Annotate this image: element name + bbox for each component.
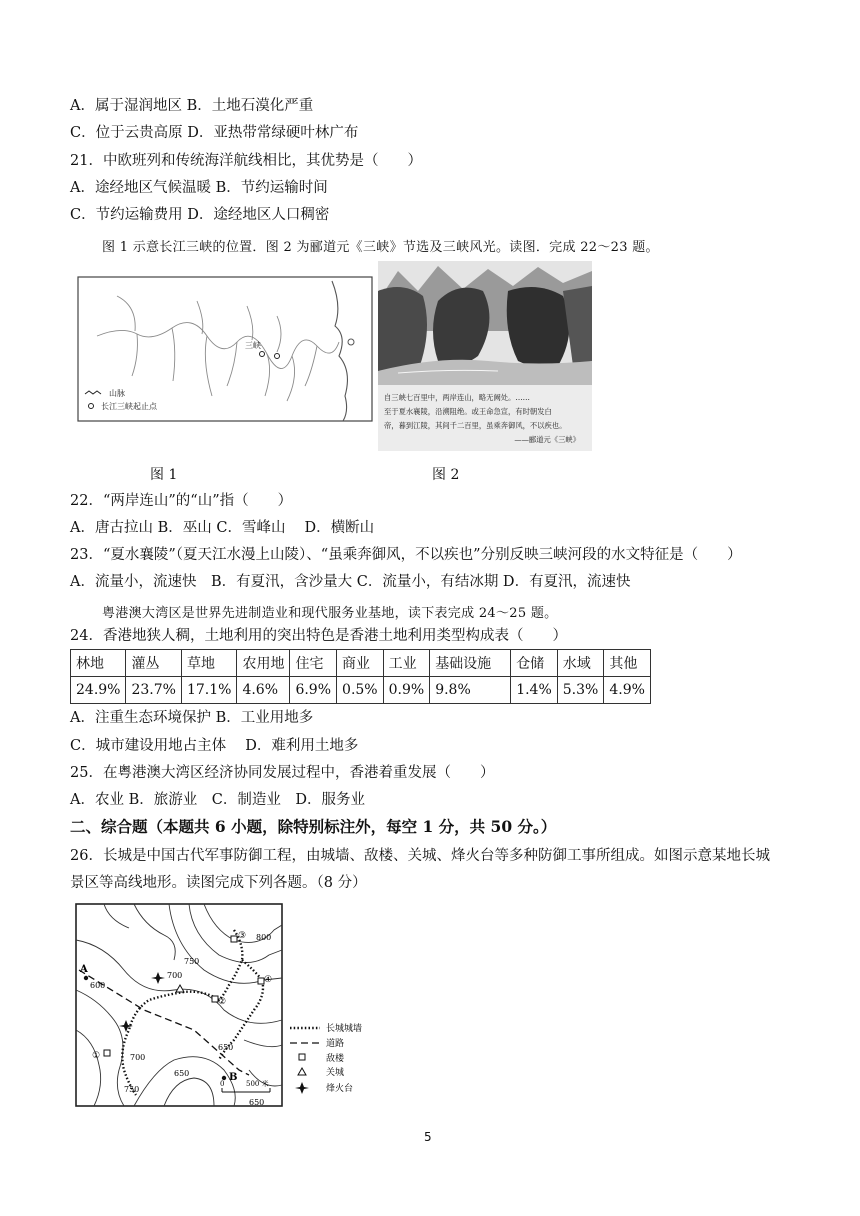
q21-stem: 21．中欧班列和传统海洋航线相比，其优势是（ ） bbox=[70, 153, 422, 169]
hong-kong-land-use-table bbox=[70, 649, 651, 704]
q23-stem: 23．“夏水襄陵”（夏天江水漫上山陵）、“虽乘奔御风，不以疾也”分别反映三峡河段的水文特征是（ ） bbox=[70, 547, 742, 563]
table-cell: 24.9% bbox=[71, 677, 126, 704]
legend-road: 道路 bbox=[326, 1039, 345, 1049]
table-header-cell: 草地 bbox=[181, 650, 236, 677]
legend-beacon-tower: 烽火台 bbox=[326, 1084, 354, 1094]
table-cell: 4.6% bbox=[237, 677, 290, 704]
q26-stem-line-2: 景区等高线地形。读图完成下列各题。（8 分） bbox=[70, 875, 367, 891]
table-cell: 0.5% bbox=[337, 677, 384, 704]
contour-label: 650 bbox=[249, 1098, 265, 1107]
marker-label: ② bbox=[218, 997, 227, 1007]
table-header-cell: 基础设施 bbox=[430, 650, 511, 677]
figure-2-three-gorges-scenery bbox=[378, 261, 592, 451]
label-sanxia: 三峡 bbox=[245, 341, 261, 350]
poem-line-1: 自三峡七百里中，两岸连山，略无阙处。…… bbox=[384, 393, 530, 402]
contour-label: 600 bbox=[90, 981, 106, 990]
marker-label: ④ bbox=[264, 975, 273, 985]
point-a-label: A bbox=[80, 964, 88, 975]
marker-label: ③ bbox=[238, 931, 247, 941]
q20-options-cd: C．位于云贵高原 D．亚热带常绿硬叶林广布 bbox=[70, 125, 359, 141]
scale-zero: 0 bbox=[220, 1080, 225, 1088]
marker-label: ① bbox=[92, 1051, 101, 1061]
table-cell: 9.8% bbox=[430, 677, 511, 704]
contour-label: 750 bbox=[184, 957, 200, 966]
figure-2-caption: 图 2 bbox=[432, 467, 460, 483]
scale-distance: 500 米 bbox=[246, 1080, 269, 1088]
page-number: 5 bbox=[424, 1130, 432, 1144]
table-header-cell: 灌丛 bbox=[126, 650, 181, 677]
q24-stem: 24．香港地狭人稠，土地利用的突出特色是香港土地利用类型构成表（ ） bbox=[70, 628, 567, 644]
table-header-cell: 住宅 bbox=[290, 650, 337, 677]
poem-line-3: 帝，暮到江陵，其间千二百里，虽乘奔御风，不以疾也。 bbox=[384, 421, 567, 430]
poem-line-2: 至于夏水襄陵，沿溯阻绝。或王命急宣，有时朝发白 bbox=[384, 407, 552, 416]
contour-label: 750 bbox=[124, 1085, 140, 1094]
table-cell: 5.3% bbox=[557, 677, 604, 704]
table-cell: 23.7% bbox=[126, 677, 181, 704]
point-b-label: B bbox=[229, 1072, 238, 1083]
q21-options-cd: C．节约运输费用 D．途经地区人口稠密 bbox=[70, 207, 330, 223]
legend-great-wall: 长城城墙 bbox=[326, 1024, 363, 1034]
intro-24-25: 粤港澳大湾区是世界先进制造业和现代服务业基地，读下表完成 24～25 题。 bbox=[102, 606, 558, 621]
figure-1-caption: 图 1 bbox=[150, 467, 178, 483]
table-header-cell: 农用地 bbox=[237, 650, 290, 677]
table-cell: 0.9% bbox=[383, 677, 430, 704]
q25-stem: 25．在粤港澳大湾区经济协同发展过程中，香港着重发展（ ） bbox=[70, 765, 495, 781]
contour-label: 650 bbox=[174, 1069, 190, 1078]
table-header-cell: 仓储 bbox=[511, 650, 558, 677]
table-header-cell: 林地 bbox=[71, 650, 126, 677]
figure-3-contour-map bbox=[74, 900, 394, 1112]
table-header-cell: 商业 bbox=[337, 650, 384, 677]
contour-label: 800 bbox=[256, 933, 272, 942]
contour-label: 700 bbox=[130, 1053, 146, 1062]
q25-options: A．农业 B．旅游业 C．制造业 D．服务业 bbox=[70, 792, 365, 808]
legend-watchtower: 敌楼 bbox=[326, 1054, 345, 1064]
contour-label: 700 bbox=[167, 971, 183, 980]
table-header-row bbox=[71, 650, 651, 677]
q22-stem: 22．“两岸连山”的“山”指（ ） bbox=[70, 493, 293, 509]
figure-1-map bbox=[77, 276, 373, 422]
q20-options-ab: A．属于湿润地区 B．土地石漠化严重 bbox=[70, 98, 314, 114]
table-cell: 6.9% bbox=[290, 677, 337, 704]
q24-options-cd: C．城市建设用地占主体 D．难利用土地多 bbox=[70, 738, 359, 754]
table-header-cell: 其他 bbox=[604, 650, 651, 677]
poem-line-4: ——郦道元《三峡》 bbox=[514, 435, 580, 444]
table-header-cell: 水域 bbox=[557, 650, 604, 677]
table-cell: 1.4% bbox=[511, 677, 558, 704]
intro-22-23: 图 1 示意长江三峡的位置．图 2 为郦道元《三峡》节选及三峡风光。读图．完成 22～23 题。 bbox=[102, 240, 659, 255]
table-cell: 17.1% bbox=[181, 677, 236, 704]
legend-mountain: 山脉 bbox=[109, 389, 125, 398]
q24-options-ab: A．注重生态环境保护 B．工业用地多 bbox=[70, 710, 314, 726]
q26-stem-line-1: 26．长城是中国古代军事防御工程，由城墙、敌楼、关城、烽火台等多种防御工事所组成。如图示意某地长城 bbox=[70, 848, 770, 864]
legend-points: 长江三峡起止点 bbox=[101, 402, 157, 411]
section-2-heading: 二、综合题（本题共 6 小题，除特别标注外，每空 1 分，共 50 分。） bbox=[70, 817, 557, 836]
q23-options: A．流量小，流速快 B．有夏汛，含沙量大 C．流量小，有结冰期 D．有夏汛，流速快 bbox=[70, 574, 631, 590]
table-row bbox=[71, 677, 651, 704]
legend-pass-fortress: 关城 bbox=[326, 1068, 345, 1078]
contour-label: 650 bbox=[218, 1043, 234, 1052]
q21-options-ab: A．途经地区气候温暖 B．节约运输时间 bbox=[70, 180, 328, 196]
table-cell: 4.9% bbox=[604, 677, 651, 704]
table-header-cell: 工业 bbox=[383, 650, 430, 677]
q22-options: A．唐古拉山 B．巫山 C．雪峰山 D．横断山 bbox=[70, 520, 375, 536]
